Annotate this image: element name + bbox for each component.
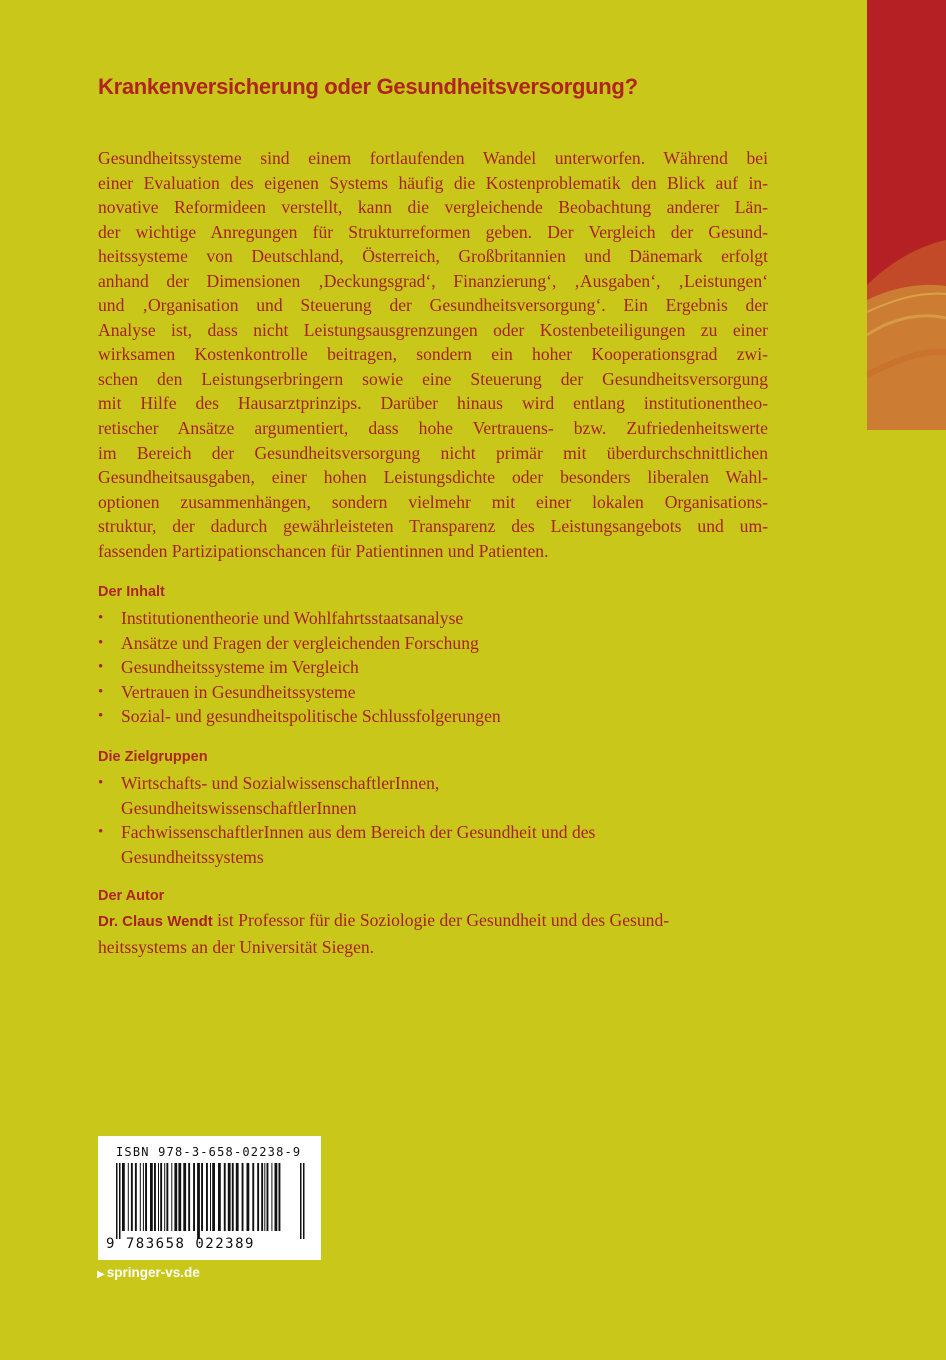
barcode-bar <box>122 1163 125 1231</box>
corner-swirl-graphic <box>867 0 946 430</box>
list-item: • Gesundheitssysteme im Vergleich <box>98 655 778 680</box>
author-name: Dr. Claus Wendt <box>98 913 213 930</box>
barcode-bar <box>183 1163 186 1231</box>
body-line: optionen zusammenhängen, sondern vielmehr mit einer lokalen Organisations- <box>98 491 768 512</box>
contents-heading: Der Inhalt <box>98 584 165 600</box>
barcode-bar <box>201 1163 203 1231</box>
list-item: • Institutionentheorie und Wohlfahrtsstaatsanalyse <box>98 606 778 631</box>
body-line: einer Evaluation des eigenen Systems häufig die Kostenproblematik den Blick auf in- <box>98 172 768 193</box>
publisher-website[interactable] <box>97 1265 200 1280</box>
barcode-bar <box>171 1163 172 1231</box>
author-bio-line: heitssystems an der Universität Siegen. <box>98 936 375 957</box>
list-item-line: Wirtschafts- und SozialwissenschaftlerInnen, <box>121 773 440 793</box>
list-item <box>98 771 778 820</box>
barcode-bar <box>271 1163 272 1231</box>
barcode-image <box>116 1163 306 1239</box>
barcode-bar <box>267 1163 269 1231</box>
barcode-bar <box>252 1163 254 1231</box>
barcode-bar <box>247 1163 250 1231</box>
decorative-corner-graphic <box>867 0 946 430</box>
barcode-bar <box>236 1163 239 1231</box>
barcode-digits: 9 783658 022389 <box>106 1236 255 1252</box>
barcode-bar <box>218 1163 221 1231</box>
body-line: novative Reformideen verstellt, kann die vergleichende Beobachtung anderer Län- <box>98 197 768 218</box>
barcode-bar <box>135 1163 137 1231</box>
barcode-bar <box>242 1163 244 1231</box>
list-item: • Ansätze und Fragen der vergleichenden Forschung <box>98 631 778 656</box>
barcode-bar <box>164 1163 165 1231</box>
barcode-bar <box>279 1163 281 1231</box>
body-line: der wichtige Anregungen für Strukturreformen geben. Der Vergleich der Gesund- <box>98 221 768 242</box>
body-line: heitssysteme von Deutschland, Österreich, Großbritannien und Dänemark erfolgt <box>98 246 768 267</box>
list-item <box>98 820 778 869</box>
barcode-bar <box>160 1163 162 1231</box>
audience-heading: Die Zielgruppen <box>98 749 208 765</box>
barcode-bar <box>143 1163 144 1231</box>
contents-list <box>98 606 778 729</box>
list-item-line: FachwissenschaftlerInnen aus dem Bereich der Gesundheit und des <box>121 822 596 843</box>
list-item-line: GesundheitswissenschaftlerInnen <box>121 797 357 818</box>
list-item-line: Gesundheitssystems <box>121 846 264 867</box>
isbn-label: ISBN 978-3-658-02238-9 <box>116 1145 302 1159</box>
barcode-bar <box>131 1163 133 1231</box>
website-url: springer-vs.de <box>106 1265 200 1280</box>
body-line: schen den Leistungserbringern sowie eine Steuerung der Gesundheitsversorgung <box>98 368 768 389</box>
book-title: Krankenversicherung oder Gesundheitsversorgung? <box>98 74 638 99</box>
barcode-bar <box>145 1163 147 1231</box>
barcode-bar <box>166 1163 168 1231</box>
body-line: im Bereich der Gesundheitsversorgung nicht primär mit überdurchschnittlichen <box>98 442 768 463</box>
body-line: Gesundheitsausgaben, einer hohen Leistungsdichte oder besonders liberalen Wahl- <box>98 467 768 488</box>
barcode-bar <box>275 1163 278 1231</box>
barcode-bar <box>188 1163 190 1231</box>
barcode-bar <box>264 1163 265 1231</box>
barcode-bar <box>116 1163 118 1239</box>
barcode-bar <box>224 1163 226 1231</box>
body-line: und ‚Organisation und Steuerung der Gesundheitsversorgung‘. Ein Ergebnis der <box>98 295 768 316</box>
description-paragraph <box>98 146 768 563</box>
body-line: retischer Ansätze argumentiert, dass hohe Vertrauens- bzw. Zufriedenheitswerte <box>98 418 768 439</box>
barcode-bar <box>193 1163 195 1231</box>
barcode-bar <box>128 1163 129 1231</box>
author-bio <box>98 908 768 959</box>
barcode-bar <box>197 1163 200 1239</box>
barcode-bar <box>212 1163 215 1231</box>
barcode-bar <box>206 1163 208 1231</box>
author-heading: Der Autor <box>98 888 165 904</box>
barcode-bar <box>174 1163 177 1231</box>
body-line: anhand der Dimensionen ‚Deckungsgrad‘, Finanzierung‘, ‚Ausgaben‘, ‚Leistungen‘ <box>98 270 768 291</box>
barcode-bar <box>150 1163 153 1231</box>
body-line: struktur, der dadurch gewährleisteten Transparenz des Leistungsangebots und um- <box>98 516 768 537</box>
barcode-bar <box>140 1163 141 1231</box>
barcode-bar <box>119 1163 121 1239</box>
barcode-bar <box>228 1163 231 1231</box>
audience-list <box>98 771 778 869</box>
barcode-panel <box>98 1136 321 1260</box>
barcode-bar <box>178 1163 181 1231</box>
body-line: fassenden Partizipationschancen für Patientinnen und Patienten. <box>98 540 549 561</box>
barcode-bar <box>154 1163 156 1231</box>
author-bio-line: ist Professor für die Soziologie der Gesundheit und des Gesund- <box>212 910 670 930</box>
barcode-bar <box>261 1163 263 1231</box>
body-line: wirksamen Kostenkontrolle beitragen, sondern ein hoher Kooperationsgrad zwi- <box>98 344 768 365</box>
barcode-bar <box>158 1163 159 1231</box>
barcode-bar <box>257 1163 259 1231</box>
body-line: Gesundheitssysteme sind einem fortlaufenden Wandel unterworfen. Während bei <box>98 148 768 168</box>
list-item: • Vertrauen in Gesundheitssysteme <box>98 680 778 705</box>
barcode-bar <box>303 1163 305 1239</box>
body-line: Analyse ist, dass nicht Leistungsausgrenzungen oder Kostenbeteiligungen zu einer <box>98 319 768 340</box>
barcode-bar <box>300 1163 302 1239</box>
barcode-bar <box>232 1163 234 1231</box>
arrow-right-icon: ▶ <box>97 1269 105 1280</box>
body-line: mit Hilfe des Hausarztprinzips. Darüber hinaus wird entlang institutionentheo- <box>98 393 768 414</box>
barcode-bar <box>210 1163 211 1231</box>
list-item: • Sozial- und gesundheitspolitische Schlussfolgerungen <box>98 704 778 729</box>
